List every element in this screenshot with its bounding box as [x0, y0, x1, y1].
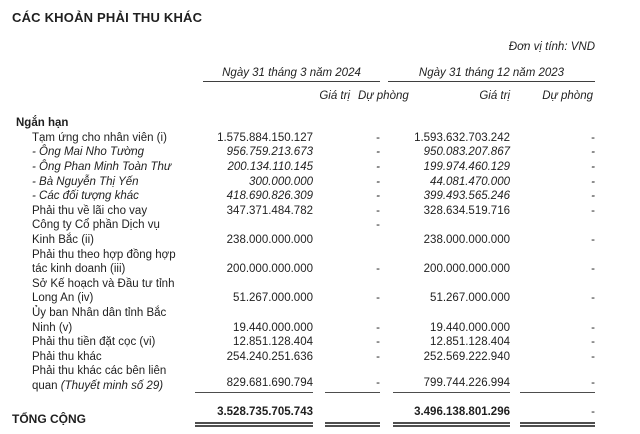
column-group-2023: Ngày 31 tháng 12 năm 2023: [388, 66, 595, 83]
row-label: Sở Kế hoạch và Đầu tư tỉnh Long An (iv): [32, 277, 175, 305]
provision-2024-cell: -: [376, 263, 380, 276]
provision-2023-cell: -: [591, 131, 595, 144]
total-value-2024: 3.528.735.705.743: [195, 405, 313, 427]
column-header-provision-2023: Dự phòng: [542, 90, 593, 103]
value-2024-cell: 829.681.690.794: [195, 376, 313, 394]
total-provision-2024: [325, 420, 380, 427]
table-row: [12, 364, 595, 393]
provision-2023-cell: -: [591, 233, 595, 246]
provision-2024-cell: -: [376, 204, 380, 217]
value-2023-cell: 51.267.000.000: [430, 292, 510, 305]
provision-2023-cell: -: [591, 190, 595, 203]
provision-2024-cell: -: [376, 219, 380, 232]
row-label: Phải thu theo hợp đồng hợp tác kinh doanh (iii): [32, 248, 176, 276]
value-2023-cell: 399.493.565.246: [423, 190, 510, 203]
provision-2024-cell: -: [376, 321, 380, 334]
value-2024-cell: 12.851.128.404: [233, 336, 313, 349]
total-label: TỔNG CỘNG: [12, 412, 86, 427]
unit-label: Đơn vị tính: VND: [508, 41, 595, 53]
value-2024-cell: 51.267.000.000: [233, 292, 313, 305]
table-row: [12, 160, 595, 175]
provision-2023-cell: -: [591, 175, 595, 188]
value-2024-cell: 200.134.110.145: [227, 160, 313, 173]
provision-2024-cell: -: [376, 131, 380, 144]
table-sub-header: [12, 89, 595, 103]
value-2023-cell: 44.081.470.000: [430, 175, 510, 188]
value-2024-cell: 254.240.251.636: [226, 350, 313, 363]
provision-2023-cell: -: [591, 160, 595, 173]
row-label: Phải thu khác các bên liên quan (Thuyết minh số 29): [32, 365, 167, 392]
table-row: [12, 350, 595, 365]
provision-2023-cell: -: [520, 376, 595, 394]
provision-2024-cell: -: [376, 350, 380, 363]
provision-2023-cell: -: [591, 336, 595, 349]
table-row: [12, 277, 595, 306]
provision-2024-cell: -: [376, 336, 380, 349]
table-row: [12, 189, 595, 204]
provision-2023-cell: -: [591, 204, 595, 217]
value-2024-cell: 347.371.484.782: [226, 204, 313, 217]
row-label: - Ông Phan Minh Toàn Thư: [32, 160, 172, 173]
row-label: Công ty Cổ phần Dịch vụ Kinh Bắc (ii): [32, 219, 160, 246]
provision-2024-cell: -: [376, 292, 380, 305]
provision-2023-cell: -: [591, 146, 595, 159]
table-row: [12, 248, 595, 277]
provision-2024-cell: -: [376, 160, 380, 173]
table-row: [12, 204, 595, 219]
section-header-short-term: Ngắn hạn: [16, 117, 69, 130]
row-label: - Bà Nguyễn Thị Yến: [32, 175, 139, 188]
table-group-header: [12, 66, 595, 83]
value-2023-cell: 199.974.460.129: [423, 160, 510, 173]
provision-2024-cell: -: [376, 146, 380, 159]
provision-2023-cell: -: [591, 292, 595, 305]
value-2024-cell: 300.000.000: [249, 175, 313, 188]
value-2023-cell: 252.569.222.940: [423, 350, 510, 363]
value-2023-cell: 238.000.000.000: [423, 233, 510, 246]
table-rows: [12, 131, 595, 394]
value-2024-cell: 418.690.826.309: [226, 190, 313, 203]
value-2024-cell: 1.575.884.150.127: [217, 131, 313, 144]
row-label: Tạm ứng cho nhân viên (i): [32, 131, 167, 144]
group-header-spacer: [12, 66, 195, 83]
page-title: CÁC KHOẢN PHẢI THU KHÁC: [12, 10, 203, 25]
value-2023-cell: 12.851.128.404: [430, 336, 510, 349]
provision-2024-cell: -: [325, 376, 380, 394]
table-row: [12, 175, 595, 190]
total-row: [12, 405, 595, 427]
value-2023-cell: 1.593.632.703.242: [414, 131, 510, 144]
row-label: - Ông Mai Nho Tường: [32, 146, 145, 159]
value-2024-cell: 238.000.000.000: [226, 233, 313, 246]
row-label: Phải thu tiền đặt cọc (vi): [32, 336, 156, 349]
row-label: Phải thu khác: [32, 350, 102, 363]
value-2023-cell: 200.000.000.000: [423, 263, 510, 276]
total-provision-2023: -: [520, 405, 595, 427]
row-label: Phải thu về lãi cho vay: [32, 204, 148, 217]
total-value-2023: 3.496.138.801.296: [393, 405, 510, 427]
table-row: [12, 306, 595, 335]
provision-2024-cell: -: [376, 175, 380, 188]
value-2023-cell: 19.440.000.000: [430, 321, 510, 334]
table-row: [12, 145, 595, 160]
table-row: [12, 131, 595, 146]
receivables-table: [12, 66, 595, 427]
value-2023-cell: 328.634.519.716: [423, 204, 510, 217]
row-label: Ủy ban Nhân dân tỉnh Bắc Ninh (v): [32, 306, 167, 334]
column-header-value-2023: Giá trị: [479, 90, 510, 103]
value-2024-cell: 200.000.000.000: [226, 263, 313, 276]
provision-2023-cell: -: [591, 350, 595, 363]
row-label: - Các đối tượng khác: [32, 190, 139, 203]
provision-2024-cell: -: [376, 190, 380, 203]
column-header-value-2024: Giá trị: [319, 90, 350, 103]
value-2024-cell: 956.759.213.673: [226, 146, 313, 159]
value-2023-cell: 799.744.226.994: [393, 376, 510, 394]
column-header-provision-2024: Dự phòng: [358, 90, 409, 103]
value-2023-cell: 950.083.207.867: [423, 146, 510, 159]
value-2024-cell: 19.440.000.000: [233, 321, 313, 334]
table-row: [12, 335, 595, 350]
column-group-2024: Ngày 31 tháng 3 năm 2024: [203, 66, 380, 83]
provision-2023-cell: -: [591, 321, 595, 334]
provision-2023-cell: -: [591, 263, 595, 276]
table-row: [12, 218, 595, 247]
